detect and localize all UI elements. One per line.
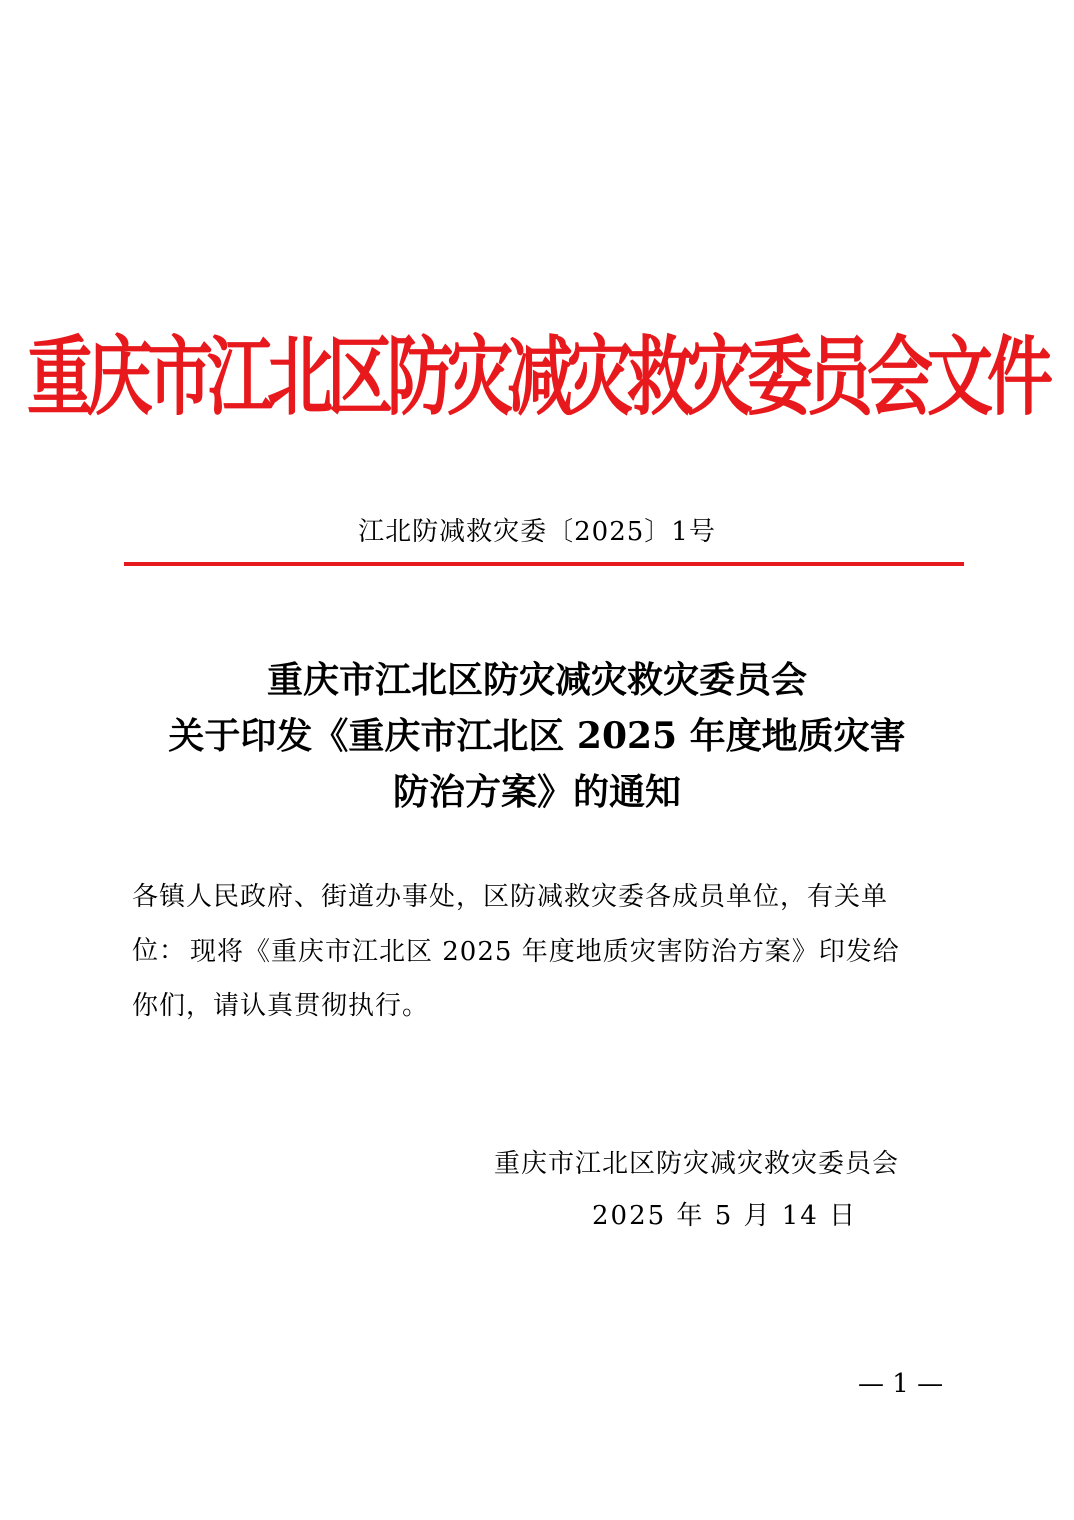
body-paragraph	[132, 925, 932, 1033]
notice-title	[60, 652, 1014, 820]
red-divider-line	[124, 562, 964, 566]
page-number: — 1 —	[858, 1369, 944, 1399]
masthead-title: 重庆市江北区防灾减灾救灾委员会文件	[27, 325, 1047, 428]
body-paragraph-line-2: 你们，请认真贯彻执行。	[132, 991, 430, 1021]
document-number: 江北防减救灾委〔2025〕1号	[358, 517, 716, 547]
title-line-3: 防治方案》的通知	[392, 771, 681, 813]
issue-date: 2025 年 5 月 14 日	[592, 1201, 858, 1231]
title-line-2: 关于印发《重庆市江北区 2025 年度地质灾害	[168, 715, 906, 757]
body-paragraph-line-1: 现将《重庆市江北区 2025 年度地质灾害防治方案》印发给	[190, 937, 900, 967]
addressee-line: 各镇人民政府、街道办事处，区防减救灾委各成员单位，有关单位：	[132, 882, 889, 966]
issuer-signature: 重庆市江北区防灾减灾救灾委员会	[494, 1149, 900, 1179]
title-line-1: 重庆市江北区防灾减灾救灾委员会	[266, 659, 807, 701]
